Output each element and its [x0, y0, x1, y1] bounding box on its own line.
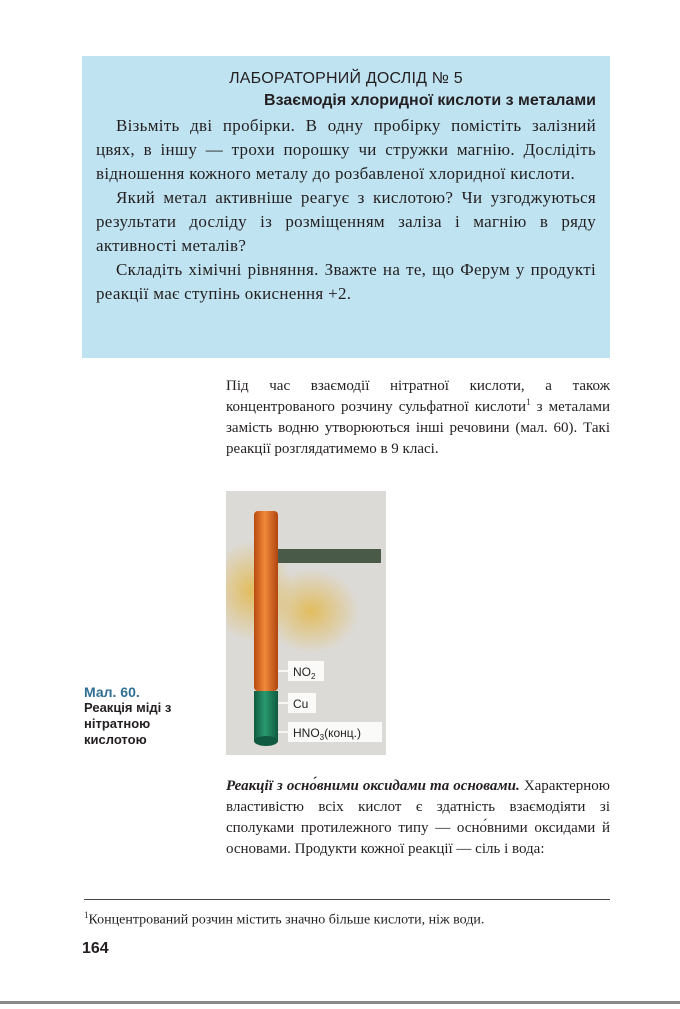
intro-text-part2: з металами замість водню утворюються інші речовини (мал. 60). Такі реакції розглядатимемо в 9 класі.: [226, 399, 611, 457]
label-cu: Cu: [293, 697, 309, 711]
footnote-mark: 1: [84, 910, 89, 920]
lab-paragraph-1: Візьміть дві пробірки. В одну пробірку помістіть залізний цвях, в іншу — трохи порошку чи стружки магнію. Дослідіть відношення кожного металу до розбавленої хлоридної кислоти.: [96, 116, 596, 183]
figure-caption: [84, 684, 214, 748]
test-tube-illustration: [226, 491, 386, 755]
page-number: 164: [82, 940, 109, 957]
figure-caption-text: Реакція міді з нітратною кислотою: [84, 700, 172, 747]
lab-paragraph-3: Складіть хімічні рівняння. Зважте на те, що Ферум у продукті реакції має ступінь окиснення +2.: [96, 260, 596, 303]
section-paragraph: [226, 776, 610, 860]
footnote-divider: [84, 899, 610, 900]
tube-bottom: [254, 736, 278, 746]
tube-solution-layer: [254, 691, 278, 741]
section-body: Характерною властивістю всіх кислот є здатність взаємодіяти зі сполуками протилежного типу — осно́вними оксидами й основами. Продукти кожної реакції — сіль і вода:: [226, 778, 611, 857]
label-no2: $NO_2$: [293, 665, 316, 681]
tube-clamp: [266, 549, 381, 563]
lab-title: ЛАБОРАТОРНИЙ ДОСЛІД № 5: [229, 70, 463, 87]
intro-text-part1: Під час взаємодії нітратної кислоти, а також концентрованого розчину сульфатної кислоти: [226, 378, 610, 415]
label-hno3: $HNO_3(конц.)$: [293, 726, 362, 742]
lab-subtitle: Взаємодія хлоридної кислоти з металами: [264, 92, 596, 109]
page-bottom-border: [0, 1001, 680, 1004]
footnote: [84, 906, 614, 930]
intro-paragraph: [226, 376, 610, 460]
tube-gas-layer: [254, 511, 278, 691]
footnote-text: Концентрований розчин містить значно більше кислоти, ніж води.: [88, 912, 485, 928]
footnote-reference: 1: [526, 397, 531, 407]
section-heading: Реакції з осно́вними оксидами та основами.: [226, 778, 520, 794]
figure-photo: [226, 491, 386, 755]
lab-paragraph-2: Який метал активніше реагує з кислотою? Чи узгоджуються результати досліду із розміщенням заліза і магнію в ряду активності металів?: [96, 188, 596, 255]
figure-number: Мал. 60.: [84, 684, 140, 700]
lab-experiment-box: [82, 56, 610, 358]
